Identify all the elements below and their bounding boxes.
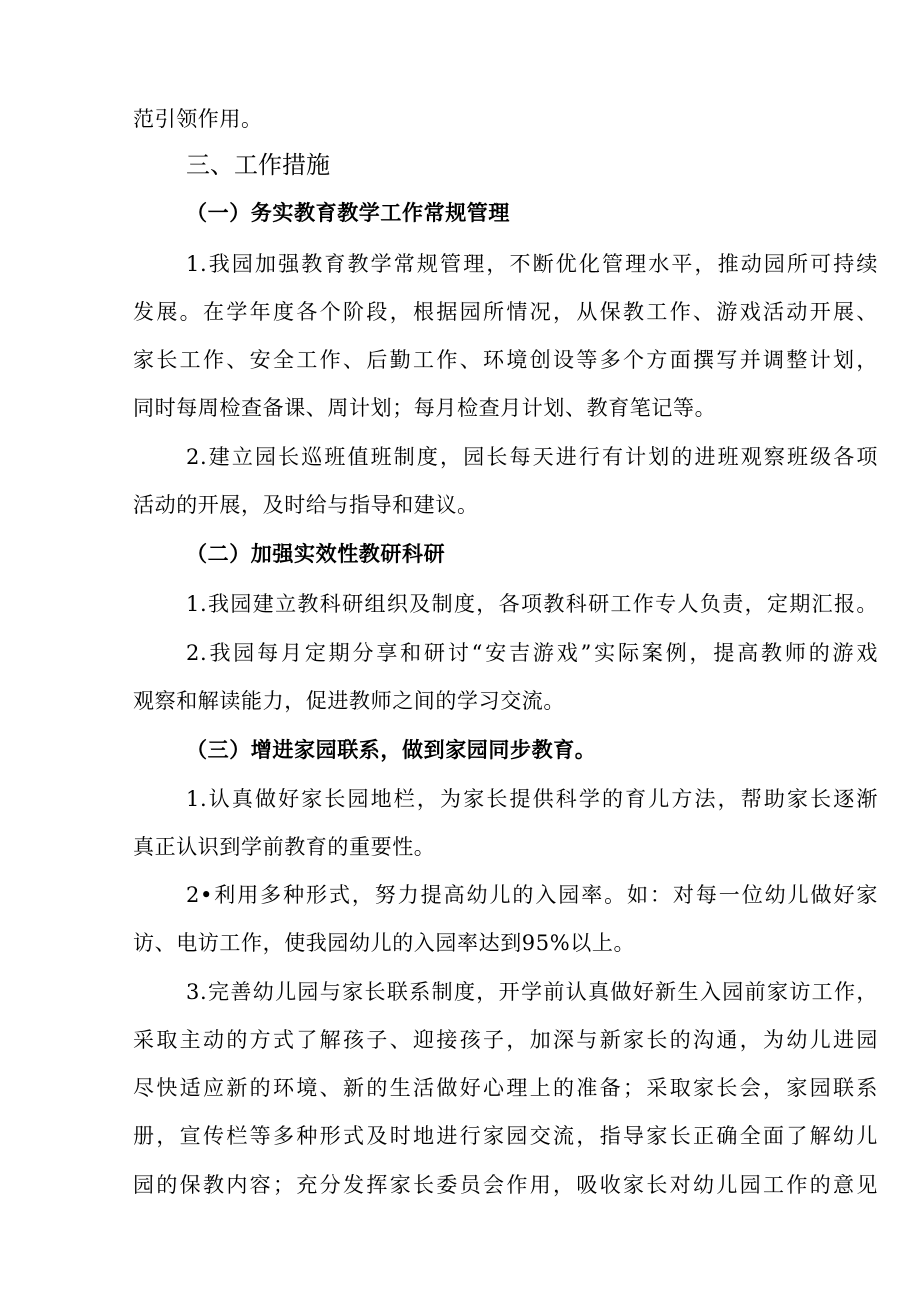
paragraph-line: 同时每周检查备课、周计划；每月检查月计划、教育笔记等。 [133,396,717,420]
section-heading: 三、工作措施 [186,151,330,179]
paragraph-line: 园的保教内容；充分发挥家长委员会作用，吸收家长对幼儿园工作的意见 [133,1173,878,1197]
subsection-heading: （二）加强实效性教研科研 [186,541,446,566]
subsection-heading: （一）务实教育教学工作常规管理 [186,200,510,225]
paragraph-line: 真正认识到学前教育的重要性。 [133,835,436,859]
paragraph-line: 1.我园建立教科研组织及制度，各项教科研工作专人负责，定期汇报。 [186,592,878,616]
paragraph-line: 3.完善幼儿园与家长联系制度，开学前认真做好新生入园前家访工作， [186,980,878,1004]
paragraph-line: 活动的开展，及时给与指导和建议。 [133,493,479,517]
paragraph-line: 2.建立园长巡班值班制度，园长每天进行有计划的进班观察班级各项 [186,445,878,469]
paragraph-line: 册，宣传栏等多种形式及时地进行家园交流，指导家长正确全面了解幼儿 [133,1124,878,1148]
paragraph-line: 2.我园每月定期分享和研讨“安吉游戏”实际案例，提高教师的游戏 [186,641,878,665]
text-line: 范引领作用。 [133,107,263,131]
paragraph-line: 观察和解读能力，促进教师之间的学习交流。 [133,689,565,713]
paragraph-line: 2•利用多种形式，努力提高幼儿的入园率。如：对每一位幼儿做好家 [186,883,878,907]
paragraph-line: 访、电访工作，使我园幼儿的入园率达到95%以上。 [133,931,636,955]
subsection-heading: （三）增进家园联系，做到家园同步教育。 [186,737,597,762]
paragraph-line: 1.我园加强教育教学常规管理，不断优化管理水平，推动园所可持续 [186,252,878,276]
paragraph-line: 采取主动的方式了解孩子、迎接孩子，加深与新家长的沟通，为幼儿进园 [133,1028,878,1052]
paragraph-line: 1.认真做好家长园地栏，为家长提供科学的育儿方法，帮助家长逐渐 [186,787,878,811]
paragraph-line: 尽快适应新的环境、新的生活做好心理上的准备；采取家长会，家园联系 [133,1076,878,1100]
paragraph-line: 家长工作、安全工作、后勤工作、环境创设等多个方面撰写并调整计划， [133,348,878,372]
paragraph-line: 发展。在学年度各个阶段，根据园所情况，从保教工作、游戏活动开展、 [133,300,878,324]
